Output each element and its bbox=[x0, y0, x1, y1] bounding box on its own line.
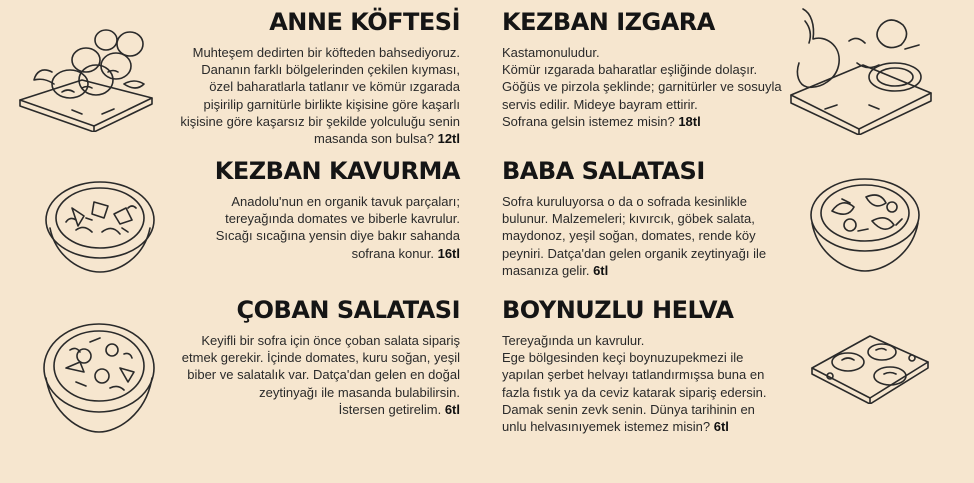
dish-description: Tereyağında un kavrulur. Ege bölgesinden keçi boynuzupekmezi ile yapılan şerbet helvayı tatlandırmışsa buna en fazla fıstık ya da ceviz katarak sipariş edersin. Damak senin zevk senin. Dünya tarihinin en unlu helvasınıyemek istemez misin? 6tl bbox=[502, 333, 767, 435]
dish-price: 6tl bbox=[444, 401, 460, 417]
stew-bowl-icon bbox=[42, 178, 158, 276]
dish-price: 6tl bbox=[713, 419, 729, 435]
menu-item-baba-salatasi bbox=[502, 157, 802, 279]
dish-description: Sofra kuruluyorsa o da o sofrada kesinlikle bulunur. Malzemeleri; kıvırcık, göbek salata, maydonoz, yeşil soğan, domates, rende köy peyniri. Datça'dan gelen organik zeytinyağı ile masanıza gelir. 6tl bbox=[502, 194, 767, 278]
grilled-chicken-plate-icon bbox=[785, 5, 935, 135]
dish-title: KEZBAN IZGARA bbox=[502, 8, 715, 36]
menu-item-boynuzlu-helva bbox=[502, 296, 802, 435]
green-salad-bowl-icon bbox=[806, 175, 924, 275]
meatball-plate-icon bbox=[12, 22, 162, 132]
dish-price: 6tl bbox=[593, 262, 609, 278]
dish-description: Muhteşem dedirten bir köfteden bahsediyoruz. Dananın farklı bölgelerinden çekilen kıyması, özel baharatlarla tatlanır ve kömür ızgarada pişirilip garnitürle birlikte kişisine göre kaşarlı kişisine göre kaşarsız bir şekilde yolculuğu senin masanda son bulsa? 12tl bbox=[180, 45, 460, 147]
dish-description: Anadolu'nun en organik tavuk parçaları; tereyağında domates ve biberle kavrulur. Sıcağı sıcağına yensin diye bakır sahanda sofrana konur. 16tl bbox=[215, 194, 460, 261]
halva-board-icon bbox=[808, 322, 932, 404]
dish-price: 18tl bbox=[678, 113, 701, 129]
salad-bowl-icon bbox=[40, 318, 158, 436]
dish-description: Keyifli bir sofra için önce çoban salata sipariş etmek gerekir. İçinde domates, kuru soğan, yeşil biber ve salatalık var. Datça'dan gelen en doğal zeytinyağı ile masanda bulabilirsin. İstersen getirelim. 6tl bbox=[181, 333, 460, 417]
menu-item-kezban-izgara bbox=[502, 8, 802, 130]
dish-title: BABA SALATASI bbox=[502, 157, 705, 185]
menu-item-anne-koftesi bbox=[150, 8, 460, 147]
dish-title: ANNE KÖFTESİ bbox=[269, 8, 460, 36]
dish-title: KEZBAN KAVURMA bbox=[214, 157, 460, 185]
dish-price: 16tl bbox=[437, 245, 460, 261]
menu-item-coban-salatasi bbox=[150, 296, 460, 418]
dish-description: Kastamonuludur. Kömür ızgarada baharatlar eşliğinde dolaşır. Göğüs ve pirzola şeklinde; garnitürler ve sosuyla servis edilir. Mideye bayram ettirir. Sofrana gelsin istemez misin? 18tl bbox=[502, 45, 782, 129]
dish-price: 12tl bbox=[437, 131, 460, 147]
dish-title: ÇOBAN SALATASI bbox=[236, 296, 460, 324]
menu-item-kezban-kavurma bbox=[150, 157, 460, 262]
dish-title: BOYNUZLU HELVA bbox=[502, 296, 734, 324]
